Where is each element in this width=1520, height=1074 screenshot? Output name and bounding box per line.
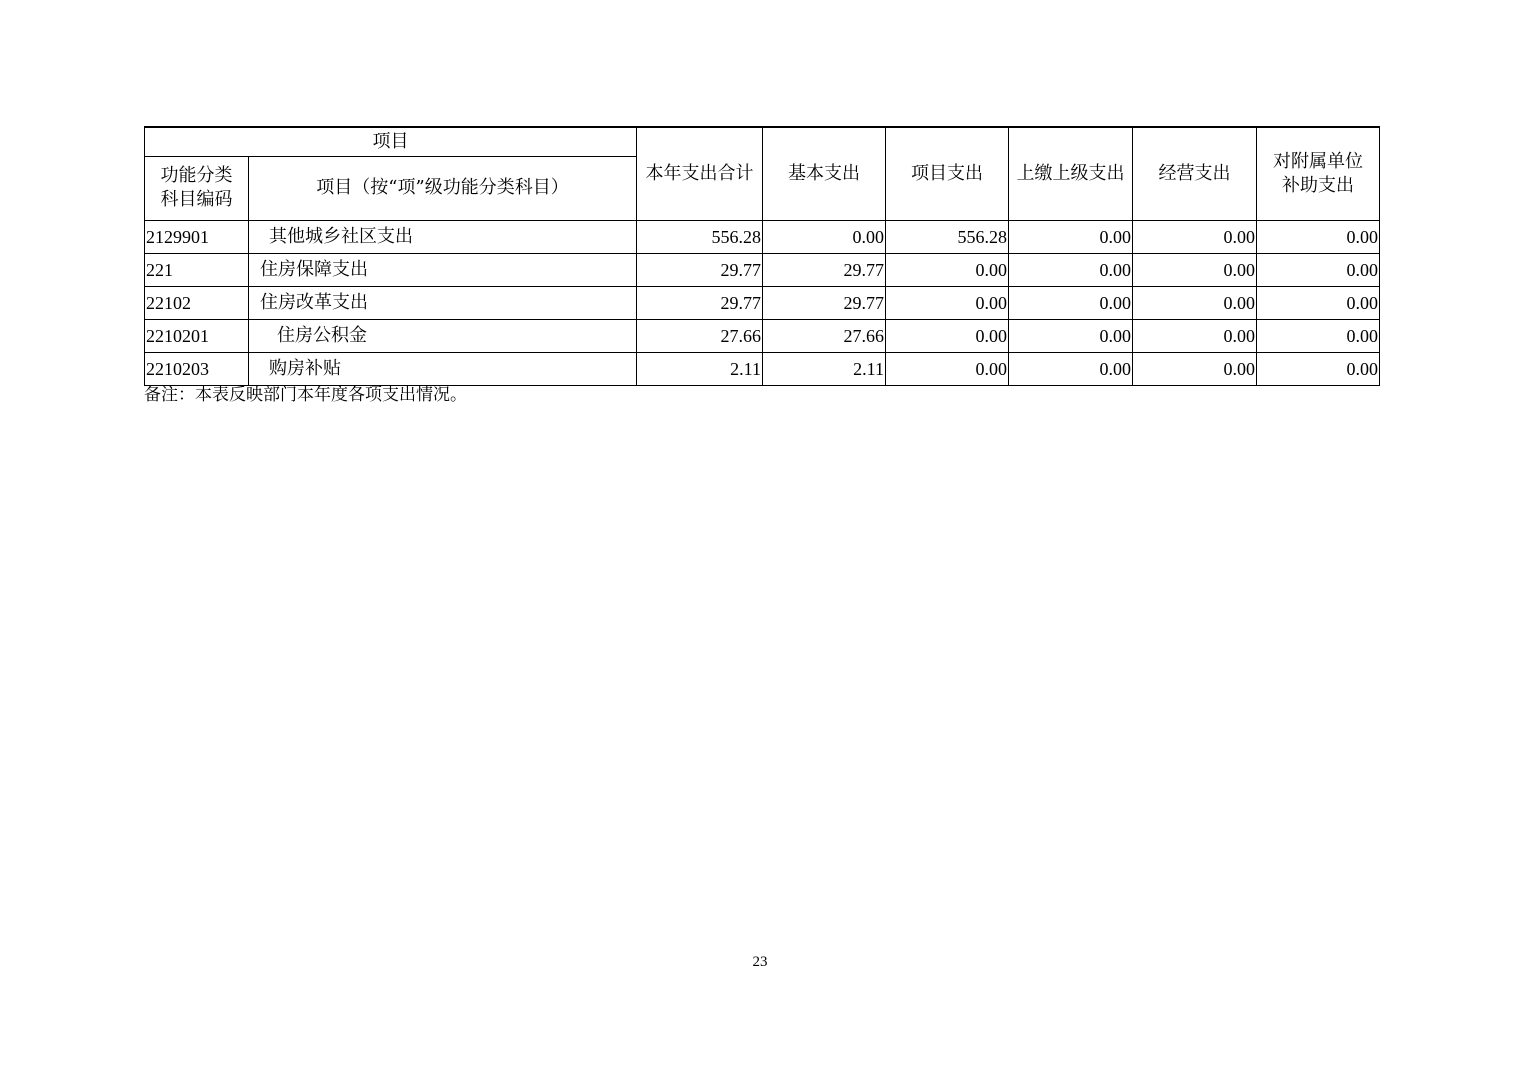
header-group-label: 项目 (145, 127, 637, 156)
row-subsidy: 0.00 (1257, 319, 1380, 352)
row-basic: 29.77 (763, 253, 886, 286)
row-project: 556.28 (886, 220, 1009, 253)
table-row (145, 286, 1380, 319)
expenditure-table (144, 126, 1380, 386)
row-subsidy: 0.00 (1257, 352, 1380, 385)
row-name: 住房公积金 (249, 319, 637, 352)
row-operating: 0.00 (1133, 253, 1257, 286)
row-code: 22102 (145, 286, 249, 319)
page-number: 23 (752, 954, 768, 970)
header-col-subsidy (1257, 127, 1380, 220)
row-total: 556.28 (637, 220, 763, 253)
row-name: 购房补贴 (249, 352, 637, 385)
row-operating: 0.00 (1133, 352, 1257, 385)
row-name: 住房保障支出 (249, 253, 637, 286)
header-code (145, 156, 249, 220)
table-row (145, 220, 1380, 253)
header-code-text: 功能分类科目编码 (160, 165, 233, 210)
row-operating: 0.00 (1133, 319, 1257, 352)
header-col-subsidy-text: 对附属单位补助支出 (1273, 150, 1363, 196)
row-code: 2210201 (145, 319, 249, 352)
row-project: 0.00 (886, 352, 1009, 385)
header-col-project: 项目支出 (886, 127, 1009, 220)
row-project: 0.00 (886, 253, 1009, 286)
row-basic: 0.00 (763, 220, 886, 253)
header-col-basic: 基本支出 (763, 127, 886, 220)
row-total: 2.11 (637, 352, 763, 385)
row-total: 29.77 (637, 286, 763, 319)
row-remit: 0.00 (1009, 319, 1133, 352)
row-basic: 29.77 (763, 286, 886, 319)
header-col-remit: 上缴上级支出 (1009, 127, 1133, 220)
row-total: 27.66 (637, 319, 763, 352)
row-basic: 27.66 (763, 319, 886, 352)
row-project: 0.00 (886, 319, 1009, 352)
row-remit: 0.00 (1009, 286, 1133, 319)
row-subsidy: 0.00 (1257, 220, 1380, 253)
header-row-1 (145, 127, 1380, 156)
row-project: 0.00 (886, 286, 1009, 319)
header-col-operating: 经营支出 (1133, 127, 1257, 220)
row-name: 住房改革支出 (249, 286, 637, 319)
header-item: 项目（按“项”级功能分类科目） (249, 156, 637, 220)
row-remit: 0.00 (1009, 253, 1133, 286)
table-row (145, 352, 1380, 385)
table-row (145, 319, 1380, 352)
row-name: 其他城乡社区支出 (249, 220, 637, 253)
header-col-total: 本年支出合计 (637, 127, 763, 220)
table-row (145, 253, 1380, 286)
row-code: 2210203 (145, 352, 249, 385)
row-remit: 0.00 (1009, 352, 1133, 385)
row-operating: 0.00 (1133, 286, 1257, 319)
row-subsidy: 0.00 (1257, 253, 1380, 286)
row-code: 2129901 (145, 220, 249, 253)
row-remit: 0.00 (1009, 220, 1133, 253)
row-total: 29.77 (637, 253, 763, 286)
row-code: 221 (145, 253, 249, 286)
row-operating: 0.00 (1133, 220, 1257, 253)
table-footnote: 备注：本表反映部门本年度各项支出情况。 (144, 385, 467, 405)
row-subsidy: 0.00 (1257, 286, 1380, 319)
row-basic: 2.11 (763, 352, 886, 385)
